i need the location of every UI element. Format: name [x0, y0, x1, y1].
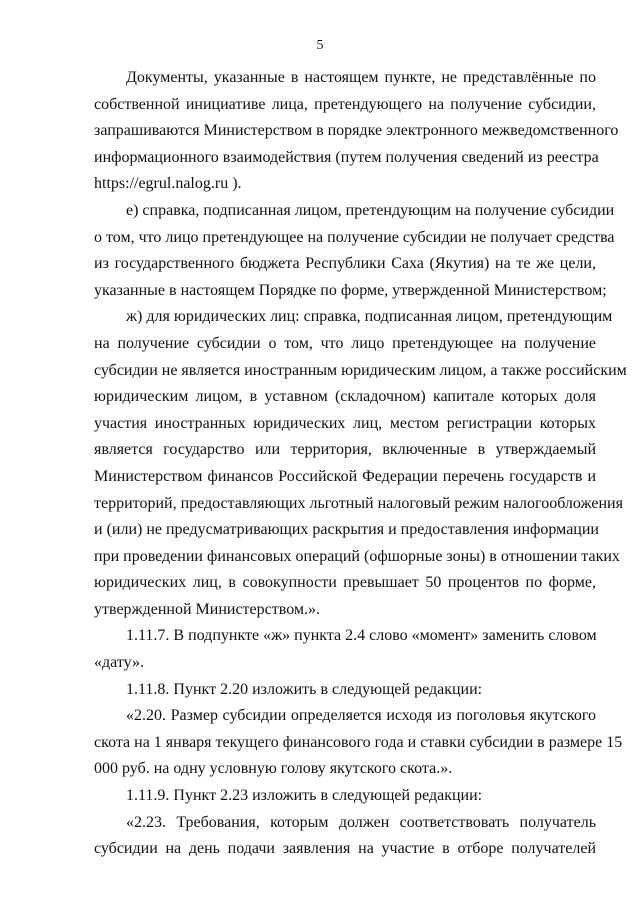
text-line: указанные в настоящем Порядке по форме, утвержденной Министерством;: [94, 281, 607, 299]
text-line: Документы, указанные в настоящем пункте, не представлённые по: [126, 69, 596, 86]
text-line: 1.11.9. Пункт 2.23 изложить в следующей редакции:: [126, 787, 483, 805]
paragraph: [94, 304, 627, 623]
text-line: утвержденной Министерством.».: [94, 600, 321, 618]
text-line: ж) для юридических лиц: справка, подписанная лицом, претендующим: [126, 308, 613, 326]
text-line: собственной инициативе лица, претендующего на получение субсидии,: [94, 95, 596, 113]
text-line: субсидии не является иностранным юридическим лицом, а также российским: [94, 361, 627, 379]
paragraph: [94, 810, 596, 863]
text-line: территорий, предоставляющих льготный налоговый режим налогообложения: [94, 494, 623, 512]
paragraph: [94, 623, 596, 676]
text-line: участия иностранных юридических лиц, местом регистрации которых: [94, 414, 596, 432]
text-line: Министерством финансов Российской Федерации перечень государств и: [94, 467, 596, 485]
text-line: информационного взаимодействия (путем получения сведений из реестра: [94, 148, 599, 166]
paragraph: [94, 65, 619, 198]
paragraph: [94, 783, 596, 810]
text-line: «2.23. Требования, которым должен соответствовать получатель: [126, 813, 596, 831]
text-line: из государственного бюджета Республики Саха (Якутия) на те же цели,: [94, 255, 596, 273]
text-line: 000 руб. на одну условную голову якутского скота.».: [94, 760, 453, 778]
text-line: https://egrul.nalog.ru ).: [94, 175, 242, 193]
text-line: е) справка, подписанная лицом, претендующим на получение субсидии: [126, 201, 615, 219]
text-line: 1.11.7. В подпункте «ж» пункта 2.4 слово «момент» заменить словом: [126, 627, 597, 645]
paragraph: [94, 198, 615, 304]
text-line: запрашиваются Министерством в порядке электронного межведомственного: [94, 122, 619, 140]
page-number: 5: [316, 38, 324, 53]
text-line: субсидии на день подачи заявления на участие в отборе получателей: [94, 840, 596, 858]
text-line: скота на 1 января текущего финансового года и ставки субсидии в размере 15: [94, 733, 623, 751]
text-line: «дату».: [94, 654, 145, 672]
text-line: при проведении финансовых операций (офшорные зоны) в отношении таких: [94, 547, 620, 565]
text-line: о том, что лицо претендующее на получение субсидии не получает средства: [94, 228, 615, 246]
text-line: является государство или территория, включенные в утверждаемый: [94, 441, 596, 459]
text-line: «2.20. Размер субсидии определяется исходя из поголовья якутского: [126, 707, 596, 725]
text-line: на получение субсидии о том, что лицо претендующее на получение: [94, 334, 596, 352]
text-line: 1.11.8. Пункт 2.20 изложить в следующей редакции:: [126, 680, 483, 698]
text-line: и (или) не предусматривающих раскрытия и предоставления информации: [94, 521, 599, 539]
document-body: [94, 65, 627, 863]
text-line: юридических лиц, в совокупности превышает 50 процентов по форме,: [94, 574, 596, 592]
paragraph: [94, 677, 596, 704]
paragraph: [94, 703, 623, 783]
text-line: юридическим лицом, в уставном (складочном) капитале которых доля: [94, 388, 596, 406]
